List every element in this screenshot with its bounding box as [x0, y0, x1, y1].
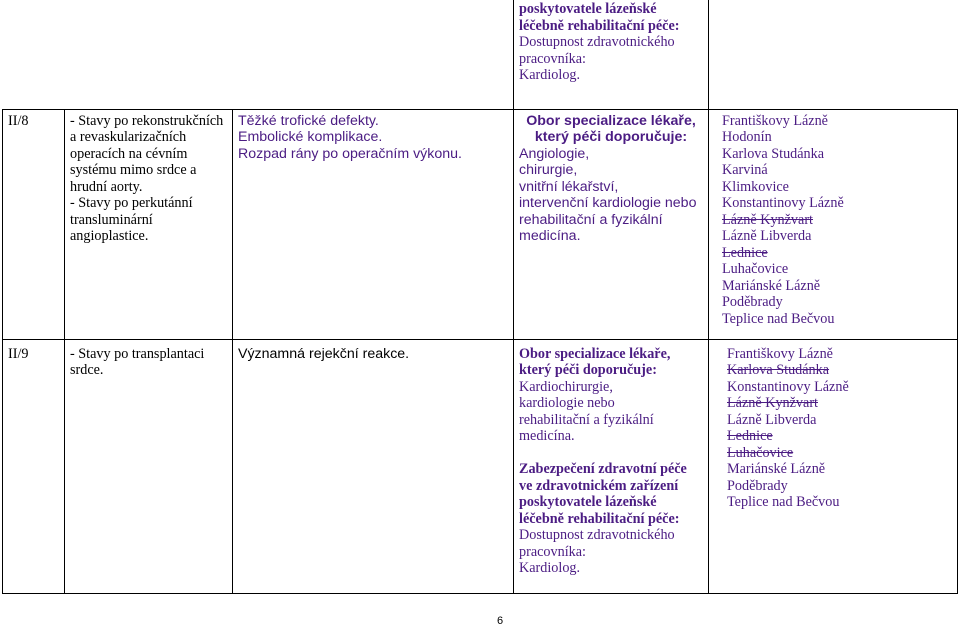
conditions-cell: [65, 109, 233, 339]
spa-name: Mariánské Lázně: [727, 461, 826, 477]
care-item: Kardiolog.: [519, 560, 581, 576]
spa-name: Františkovy Lázně: [727, 345, 833, 362]
spa-name-struck: Lednice: [722, 244, 768, 261]
indication-table: [2, 0, 958, 594]
care-heading: poskytovatele lázeňské: [519, 494, 657, 510]
condition-line: srdce.: [70, 362, 104, 378]
care-item: pracovníka:: [519, 543, 586, 560]
page-number-text: 6: [496, 615, 504, 627]
specialization-heading: Obor specializace lékaře,: [526, 112, 696, 129]
spa-name: Františkovy Lázně: [722, 112, 828, 129]
condition-line: hrudní aorty.: [70, 178, 143, 195]
specialization-item: kardiologie nebo: [519, 395, 615, 411]
specialization-cell: [514, 339, 709, 593]
fragment-empty-cell: [233, 0, 514, 109]
fragment-line: pracovníka:: [519, 50, 586, 67]
spa-name: Lázně Libverda: [727, 411, 817, 428]
condition-line: operacích na cévním: [70, 145, 188, 162]
spa-name: Lázně Libverda: [722, 228, 812, 244]
condition-line: - Stavy po rekonstrukčních: [70, 112, 224, 129]
fragment-line: Dostupnost zdravotnického: [519, 34, 675, 50]
table-row: [3, 109, 958, 339]
specialization-cell: [514, 109, 709, 339]
contraindications-cell: [233, 109, 514, 339]
care-heading: léčebně rehabilitační péče:: [519, 510, 680, 527]
spa-name: Hodonín: [722, 129, 772, 145]
specialization-item: medicína.: [519, 228, 581, 244]
fragment-line: Kardiolog.: [519, 67, 581, 83]
condition-line: - Stavy po transplantaci: [70, 345, 205, 362]
condition-line: a revaskularizačních: [70, 129, 187, 145]
spa-name: Luhačovice: [722, 261, 789, 277]
spa-name: Poděbrady: [727, 477, 788, 494]
spa-name-struck: Lázně Kynžvart: [722, 211, 813, 228]
specialization-item: chirurgie,: [519, 162, 578, 178]
spa-name: Poděbrady: [722, 294, 783, 310]
specialization-item: medicína.: [519, 428, 575, 444]
page-number: [0, 615, 960, 627]
fragment-empty-cell: [709, 0, 958, 109]
specialization-item: Kardiochirurgie,: [519, 378, 613, 395]
care-item: Dostupnost zdravotnického: [519, 527, 675, 543]
condition-line: - Stavy po perkutánní: [70, 195, 193, 211]
table-row: [3, 339, 958, 593]
fragment-empty-cell: [65, 0, 233, 109]
specialization-item: intervenční kardiologie nebo: [519, 195, 697, 211]
spa-name: Mariánské Lázně: [722, 277, 821, 294]
fragment-line: léčebně rehabilitační péče:: [519, 17, 680, 34]
specialization-item: rehabilitační a fyzikální: [519, 411, 654, 428]
specialization-item: vnitřní lékařství,: [519, 178, 619, 195]
fragment-line: poskytovatele lázeňské: [519, 1, 657, 17]
condition-line: transluminární: [70, 211, 153, 228]
care-heading: ve zdravotnickém zařízení: [519, 477, 679, 494]
spa-name: Konstantinovy Lázně: [722, 195, 844, 211]
fragment-empty-cell: [3, 0, 65, 109]
spa-name: Teplice nad Bečvou: [722, 310, 835, 327]
contraindication-line: Významná rejekční reakce.: [238, 345, 410, 362]
spa-name: Klimkovice: [722, 178, 789, 195]
fragment-specialization-cell: [514, 0, 709, 109]
contraindication-line: Těžké trofické defekty.: [238, 112, 379, 129]
spa-name-struck: Lázně Kynžvart: [727, 395, 818, 411]
spacer: [519, 445, 703, 462]
spa-name-struck: Luhačovice: [727, 444, 794, 461]
spa-name-struck: Karlova Studánka: [727, 362, 830, 378]
row-code: II/9: [3, 339, 65, 593]
conditions-cell: [65, 339, 233, 593]
specialization-heading: který péči doporučuje:: [534, 129, 688, 145]
spa-name: Karviná: [722, 162, 768, 178]
row-code: II/8: [3, 109, 65, 339]
contraindication-line: Rozpad rány po operačním výkonu.: [238, 145, 462, 162]
specialization-heading: Obor specializace lékaře,: [519, 345, 671, 362]
spa-name: Teplice nad Bečvou: [727, 494, 840, 510]
spa-list-cell: [709, 339, 958, 593]
care-heading: Zabezpečení zdravotní péče: [519, 461, 687, 477]
contraindications-cell: [233, 339, 514, 593]
condition-line: systému mimo srdce a: [70, 162, 197, 178]
contraindication-line: Embolické komplikace.: [238, 129, 383, 145]
condition-line: angioplastice.: [70, 228, 149, 244]
specialization-item: Angiologie,: [519, 145, 590, 162]
spa-name: Konstantinovy Lázně: [727, 378, 849, 395]
spa-name-struck: Lednice: [727, 428, 773, 444]
specialization-heading: který péči doporučuje:: [519, 362, 657, 378]
spa-list-cell: [709, 109, 958, 339]
fragment-row: [3, 0, 958, 109]
spa-name: Karlova Studánka: [722, 145, 825, 162]
specialization-item: rehabilitační a fyzikální: [519, 211, 663, 228]
